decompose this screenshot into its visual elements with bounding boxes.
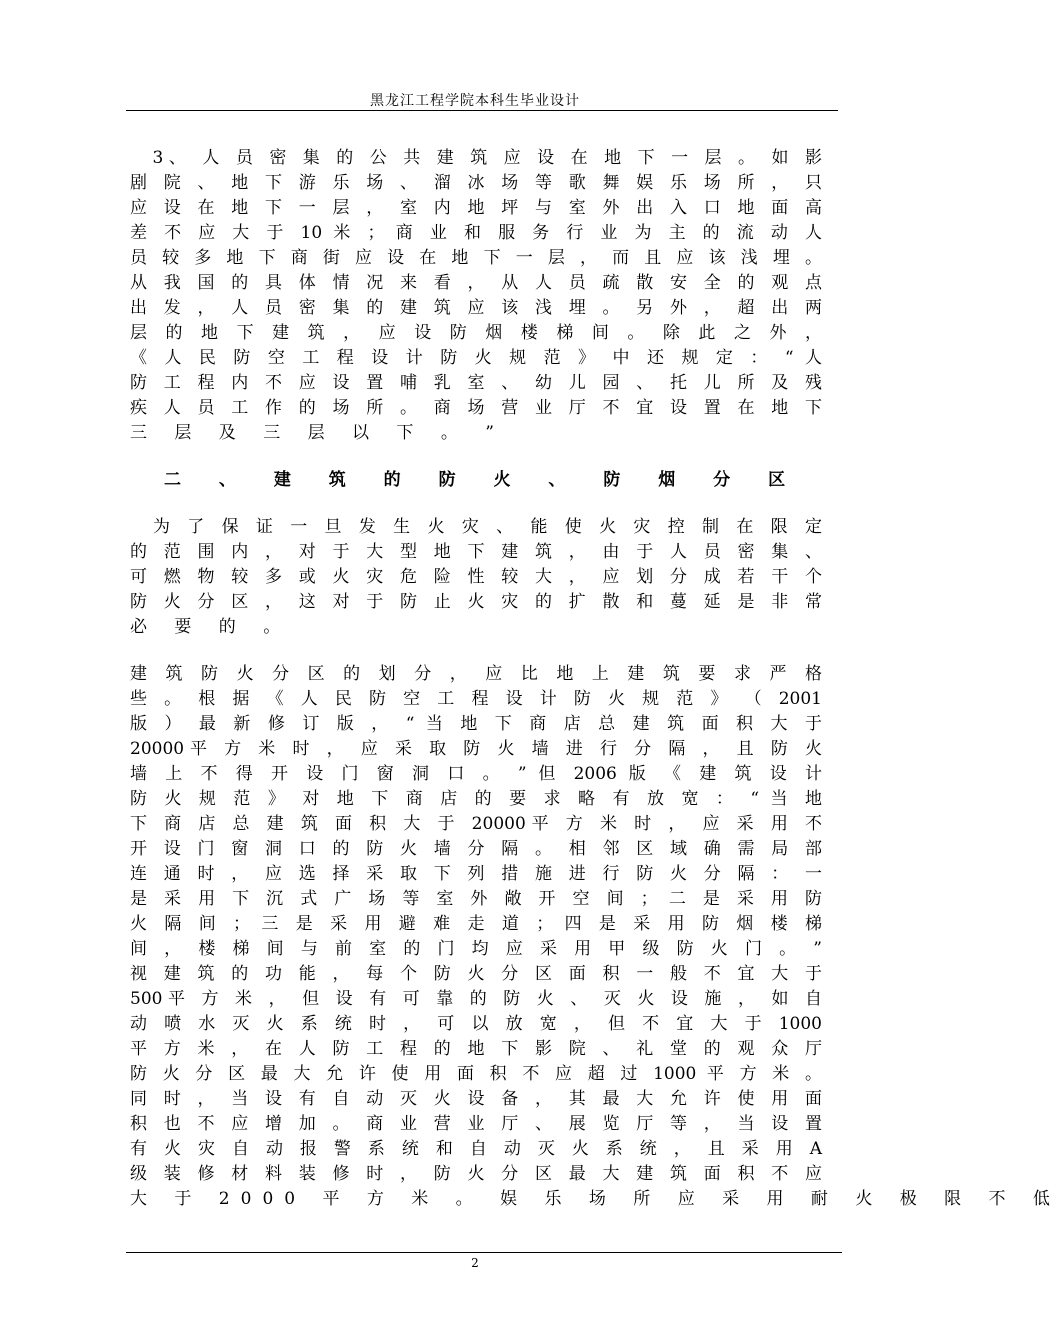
section-heading: 二 、 建 筑 的 防 火 、 防 烟 分 区 — [164, 470, 802, 490]
paragraph-gap — [130, 493, 822, 515]
text-line: 为 了 保 证 一 旦 发 生 火 灾 、 能 使 火 灾 控 制 在 限 定 — [130, 517, 822, 537]
text-line: 是 采 用 下 沉 式 广 场 等 室 外 敞 开 空 间 ； 二 是 采 用 防 — [130, 889, 822, 909]
text-line: 剧 院 、 地 下 游 乐 场 、 溜 冰 场 等 歌 舞 娱 乐 场 所 ， 只 — [130, 173, 822, 193]
text-line: 建 筑 防 火 分 区 的 划 分 ， 应 比 地 上 建 筑 要 求 严 格 — [130, 664, 822, 684]
text-line: 级 装 修 材 料 装 修 时 ， 防 火 分 区 最 大 建 筑 面 积 不 应 — [130, 1164, 822, 1184]
text-line: 的 范 围 内 ， 对 于 大 型 地 下 建 筑 ， 由 于 人 员 密 集 、 — [130, 542, 822, 562]
paragraph-gap — [130, 640, 822, 662]
text-line: 连 通 时 ， 应 选 择 采 取 下 列 措 施 进 行 防 火 分 隔 ： 一 — [130, 864, 822, 884]
text-line: 积 也 不 应 增 加 。 商 业 营 业 厅 、 展 览 厅 等 ， 当 设 置 — [130, 1114, 822, 1134]
text-line: 有 火 灾 自 动 报 警 系 统 和 自 动 灭 火 系 统 ， 且 采 用 A — [130, 1139, 822, 1159]
text-line: 防 火 规 范 》 对 地 下 商 店 的 要 求 略 有 放 宽 ： “ 当 地 — [130, 789, 822, 809]
text-line: 平 方 米 ， 在 人 防 工 程 的 地 下 影 院 、 礼 堂 的 观 众 厅 — [130, 1039, 822, 1059]
header-divider — [126, 110, 838, 111]
text-line: 必 要 的 。 — [130, 617, 292, 637]
text-line: 视 建 筑 的 功 能 ， 每 个 防 火 分 区 面 积 一 般 不 宜 大 于 — [130, 964, 822, 984]
text-line: 差 不 应 大 于 10 米 ； 商 业 和 服 务 行 业 为 主 的 流 动 人 — [130, 223, 822, 243]
text-line: 墙 上 不 得 开 设 门 窗 洞 口 。 ” 但 2006 版 《 建 筑 设 计 — [130, 764, 822, 784]
page-number: 2 — [471, 1256, 479, 1270]
paragraph — [130, 515, 822, 640]
text-line: 同 时 ， 当 设 有 自 动 灭 火 设 备 ， 其 最 大 允 许 使 用 面 — [130, 1089, 822, 1109]
text-line: 防 火 分 区 ， 这 对 于 防 止 火 灾 的 扩 散 和 蔓 延 是 非 常 — [130, 592, 822, 612]
text-line: 疾 人 员 工 作 的 场 所 。 商 场 营 业 厅 不 宜 设 置 在 地 下 — [130, 398, 822, 418]
text-line: 版 ） 最 新 修 订 版 ， “ 当 地 下 商 店 总 建 筑 面 积 大 于 — [130, 714, 822, 734]
text-line: 《 人 民 防 空 工 程 设 计 防 火 规 范 》 中 还 规 定 ： “ 人 — [130, 348, 822, 368]
paragraph — [130, 146, 822, 446]
footer-divider — [126, 1252, 842, 1253]
paragraph-gap — [130, 446, 822, 468]
text-line: 火 隔 间 ； 三 是 采 用 避 难 走 道 ； 四 是 采 用 防 烟 楼 梯 — [130, 914, 822, 934]
text-line: 应 设 在 地 下 一 层 ， 室 内 地 坪 与 室 外 出 入 口 地 面 高 — [130, 198, 822, 218]
text-line: 员 较 多 地 下 商 街 应 设 在 地 下 一 层 ， 而 且 应 该 浅 埋 。 — [130, 248, 822, 268]
text-line: 3、 人 员 密 集 的 公 共 建 筑 应 设 在 地 下 一 层 。 如 影 — [130, 148, 822, 168]
text-line: 开 设 门 窗 洞 口 的 防 火 墙 分 隔 。 相 邻 区 域 确 需 局 部 — [130, 839, 822, 859]
text-line: 动 喷 水 灭 火 系 统 时 ， 可 以 放 宽 ， 但 不 宜 大 于 1000 — [130, 1014, 822, 1034]
text-line: 防 工 程 内 不 应 设 置 哺 乳 室 、 幼 儿 园 、 托 儿 所 及 残 — [130, 373, 822, 393]
text-line: 20000平 方 米 时 ， 应 采 取 防 火 墙 进 行 分 隔 ， 且 防 火 — [130, 739, 822, 759]
text-line: 三 层 及 三 层 以 下 。 ” — [130, 423, 505, 443]
text-line: 大 于 2000 平 方 米 。 娱 乐 场 所 应 采 用 耐 火 极 限 不 低 — [130, 1189, 1061, 1209]
page-header-title: 黑龙江工程学院本科生毕业设计 — [370, 93, 580, 109]
document-body — [130, 146, 1061, 1212]
text-line: 从 我 国 的 具 体 情 况 来 看 ， 从 人 员 疏 散 安 全 的 观 点 — [130, 273, 822, 293]
text-line: 下 商 店 总 建 筑 面 积 大 于 20000平 方 米 时 ， 应 采 用 不 — [130, 814, 822, 834]
text-line: 出 发 ， 人 员 密 集 的 建 筑 应 该 浅 埋 。 另 外 ， 超 出 两 — [130, 298, 822, 318]
text-line: 些 。 根 据 《 人 民 防 空 工 程 设 计 防 火 规 范 》 （ 2001 — [130, 689, 822, 709]
text-line: 间 ， 楼 梯 间 与 前 室 的 门 均 应 采 用 甲 级 防 火 门 。 ” — [130, 939, 822, 959]
text-line: 防 火 分 区 最 大 允 许 使 用 面 积 不 应 超 过 1000 平 方 米 。 — [130, 1064, 822, 1084]
text-line: 500平 方 米 ， 但 设 有 可 靠 的 防 火 、 灭 火 设 施 ， 如 自 — [130, 989, 822, 1009]
paragraph — [130, 662, 1061, 1212]
text-line: 可 燃 物 较 多 或 火 灾 危 险 性 较 大 ， 应 划 分 成 若 干 个 — [130, 567, 822, 587]
text-line: 层 的 地 下 建 筑 ， 应 设 防 烟 楼 梯 间 。 除 此 之 外 ， — [130, 323, 822, 343]
